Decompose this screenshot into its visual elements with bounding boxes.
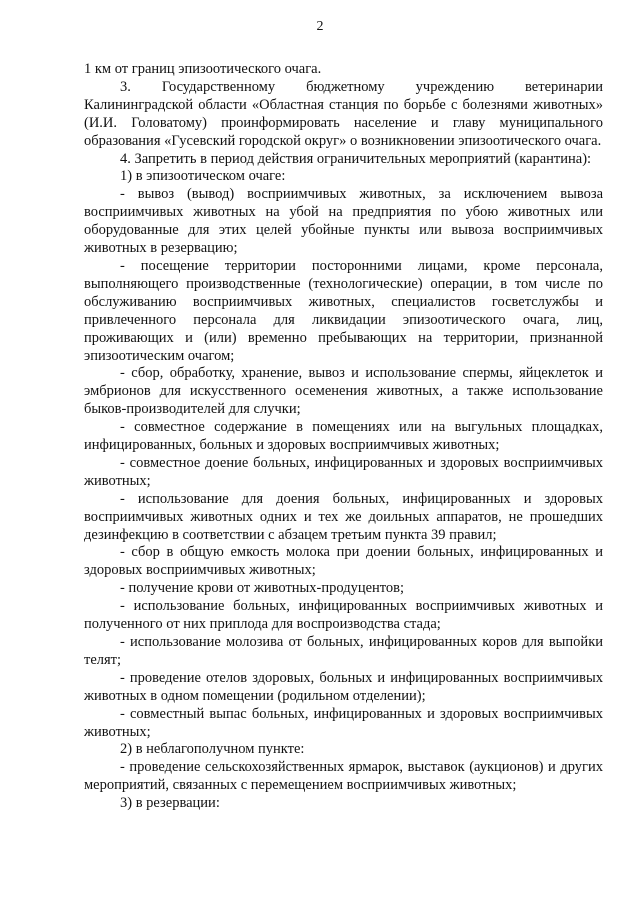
- page-number: 2: [316, 19, 324, 34]
- paragraph: - проведение сельскохозяйственных ярмарок, выставок (аукционов) и других мероприятий, связанных с перемещением восприимчивых животных;: [84, 759, 603, 794]
- paragraph: - использование больных, инфицированных восприимчивых животных и полученного от них приплода для воспроизводства стада;: [84, 598, 603, 633]
- paragraph: - проведение отелов здоровых, больных и инфицированных восприимчивых животных в одном помещении (родильном отделении);: [84, 669, 603, 704]
- paragraph: 3) в резервации:: [120, 795, 220, 812]
- paragraph: - посещение территории посторонними лицами, кроме персонала, выполняющего производственные (технологические) операции, в том числе по обслуживанию восприимчивых животных, специалистов госветслужбы и привлеченного персонала для ликвидации эпизоотического очага, лиц, проживающих и (или) временно пребывающих на территории, признанной эпизоотическим очагом;: [84, 257, 603, 364]
- paragraph: - совместный выпас больных, инфицированных и здоровых восприимчивых животных;: [84, 705, 603, 740]
- paragraph: - сбор в общую емкость молока при доении больных, инфицированных и здоровых восприимчивых животных;: [84, 544, 603, 579]
- document-body: [84, 61, 603, 813]
- paragraph: - вывоз (вывод) восприимчивых животных, за исключением вывоза восприимчивых животных на убой на предприятия по убою животных или оборудованные для этих целей убойные пункты или вывоза восприимчивых животных в резервацию;: [84, 186, 603, 257]
- paragraph: - совместное доение больных, инфицированных и здоровых восприимчивых животных;: [84, 454, 603, 489]
- paragraph: - получение крови от животных-продуцентов;: [120, 580, 405, 597]
- paragraph: - использование молозива от больных, инфицированных коров для выпойки телят;: [84, 634, 603, 668]
- paragraph: - совместное содержание в помещениях или на выгульных площадках, инфицированных, больных и здоровых восприимчивых животных;: [84, 419, 603, 454]
- paragraph: 1) в эпизоотическом очаге:: [120, 168, 286, 185]
- paragraph: - использование для доения больных, инфицированных и здоровых восприимчивых животных одних и тех же доильных аппаратов, не прошедших дезинфекцию в соответствии с абзацем третьим пункта 39 правил;: [84, 490, 603, 543]
- paragraph: 2) в неблагополучном пункте:: [120, 741, 305, 758]
- paragraph: 1 км от границ эпизоотического очага.: [84, 61, 322, 77]
- paragraph: - сбор, обработку, хранение, вывоз и использование спермы, яйцеклеток и эмбрионов для искусственного осеменения животных, а также использование быков-производителей для случки;: [84, 365, 603, 418]
- paragraph: 3. Государственному бюджетному учреждению ветеринарии Калининградской области «Областная станция по борьбе с болезнями животных» (И.И. Головатому) проинформировать население и главу муниципального образования «Гусевский городской округ» о возникновении эпизоотического очага.: [84, 78, 603, 149]
- paragraph: 4. Запретить в период действия ограничительных мероприятий (карантина):: [120, 150, 592, 167]
